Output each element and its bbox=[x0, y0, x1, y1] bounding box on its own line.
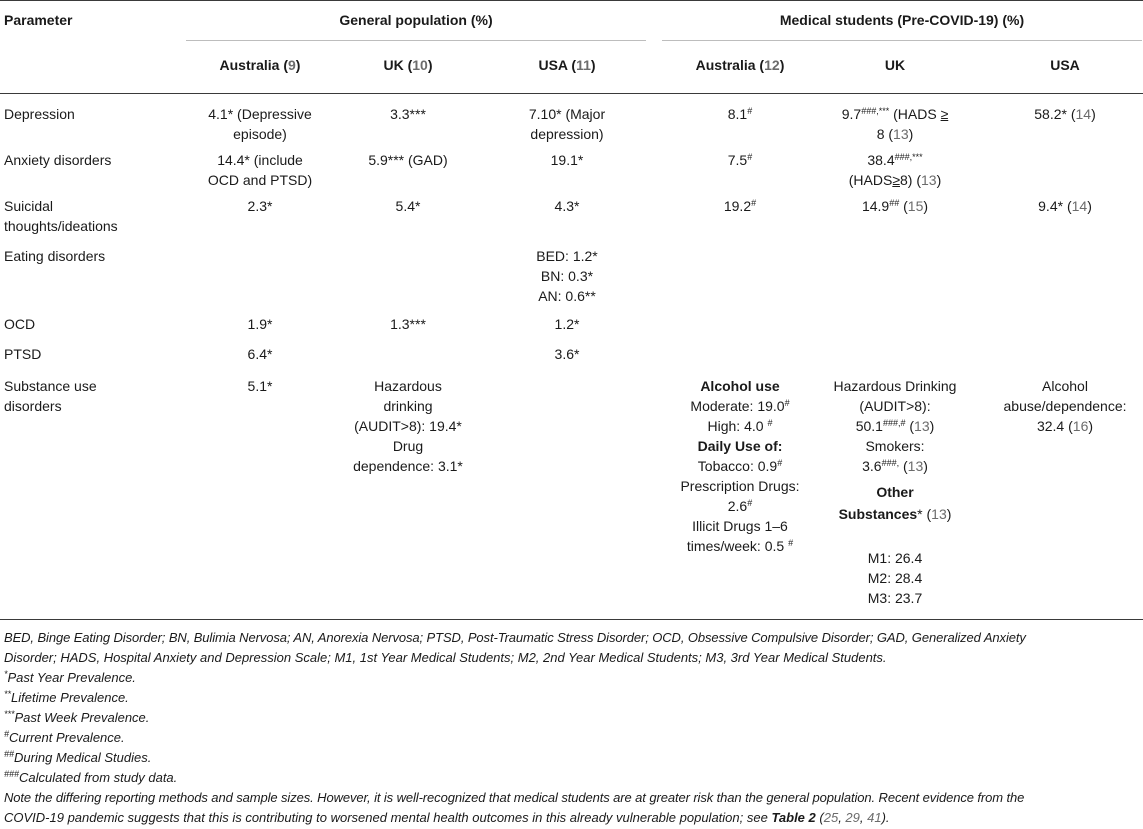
cell-anxiety-gp-aus-1: 14.4* (include bbox=[217, 152, 303, 168]
cell-anxiety-gp-uk: 5.9*** (GAD) bbox=[368, 152, 448, 168]
header-ms-uk: UK bbox=[884, 57, 906, 73]
cell-substance-ms-uk-4: Smokers: bbox=[865, 438, 925, 454]
group-rule-medical bbox=[662, 40, 1142, 41]
ref-link[interactable]: 15 bbox=[907, 198, 924, 214]
cell-substance-ms-usa-3: 32.4 (16) bbox=[1036, 418, 1094, 434]
ref-link[interactable]: 9 bbox=[288, 57, 296, 73]
ref-link[interactable]: 14 bbox=[1071, 198, 1088, 214]
ref-link[interactable]: 29 bbox=[845, 810, 860, 825]
cell-anxiety-gp-aus-2: OCD and PTSD) bbox=[207, 172, 313, 188]
cell-depression-gp-aus-2: episode) bbox=[233, 126, 287, 142]
ref-link[interactable]: 25 bbox=[823, 810, 839, 825]
ref-link[interactable]: 13 bbox=[893, 126, 909, 142]
header-parameter: Parameter bbox=[4, 12, 73, 28]
cell-eating-gp-usa-1: BED: 1.2* bbox=[536, 248, 598, 264]
cell-depression-ms-usa: 58.2* (14) bbox=[1034, 106, 1096, 122]
header-gp-usa: USA (11) bbox=[538, 57, 596, 73]
cell-anxiety-ms-uk-2: (HADS≥8) (13) bbox=[848, 172, 942, 188]
header-medical-students: Medical students (Pre-COVID-19) (%) bbox=[779, 12, 1025, 28]
row-label-substance-1: Substance use bbox=[4, 378, 97, 394]
header-general-population: General population (%) bbox=[339, 12, 493, 28]
cell-ptsd-gp-aus: 6.4* bbox=[247, 346, 273, 362]
ref-link[interactable]: 13 bbox=[907, 458, 924, 474]
footnote-past-week: ***Past Week Prevalence. bbox=[4, 709, 150, 725]
ref-link[interactable]: 12 bbox=[764, 57, 780, 73]
ref-link[interactable]: 10 bbox=[412, 57, 428, 73]
ref-link[interactable]: 14 bbox=[1075, 106, 1092, 122]
cell-suicidal-ms-uk: 14.9## (15) bbox=[861, 198, 929, 214]
cell-anxiety-gp-usa: 19.1* bbox=[550, 152, 584, 168]
row-label-eating: Eating disorders bbox=[4, 248, 106, 264]
cell-substance-ms-aus-3: High: 4.0 # bbox=[707, 418, 773, 434]
header-ms-australia: Australia (12) bbox=[695, 57, 785, 73]
cell-substance-ms-uk-8: M1: 26.4 bbox=[867, 550, 923, 566]
cell-suicidal-gp-aus: 2.3* bbox=[247, 198, 273, 214]
footnote-abbrev-1: BED, Binge Eating Disorder; BN, Bulimia Nervosa; AN, Anorexia Nervosa; PTSD, Post-Traumatic Stress Disorder; OCD, Obsessive Compulsive Disorder; GAD, Generalized Anxiety bbox=[4, 630, 1026, 645]
cell-eating-gp-usa-3: AN: 0.6** bbox=[538, 288, 596, 304]
footnote-past-year: *Past Year Prevalence. bbox=[4, 669, 136, 685]
ref-link[interactable]: 13 bbox=[921, 172, 937, 188]
cell-substance-ms-uk-9: M2: 28.4 bbox=[867, 570, 923, 586]
cell-anxiety-ms-uk-1: 38.4###,*** bbox=[867, 152, 923, 168]
cell-substance-ms-uk-2: (AUDIT>8): bbox=[859, 398, 931, 414]
row-label-suicidal-1: Suicidal bbox=[4, 198, 54, 214]
cell-substance-gp-uk-4: Drug bbox=[392, 438, 424, 454]
cell-ocd-gp-aus: 1.9* bbox=[247, 316, 273, 332]
cell-substance-gp-aus: 5.1* bbox=[247, 378, 273, 394]
ref-link[interactable]: 13 bbox=[931, 506, 947, 522]
row-label-suicidal-2: thoughts/ideations bbox=[4, 218, 118, 234]
cell-substance-ms-aus-8: Illicit Drugs 1–6 bbox=[692, 518, 788, 534]
cell-substance-ms-aus-4: Daily Use of: bbox=[697, 438, 783, 454]
footnote-lifetime: **Lifetime Prevalence. bbox=[4, 689, 129, 705]
cell-suicidal-ms-usa: 9.4* (14) bbox=[1038, 198, 1092, 214]
cell-substance-ms-uk-10: M3: 23.7 bbox=[867, 590, 923, 606]
footnote-during: ##During Medical Studies. bbox=[4, 749, 152, 765]
cell-ocd-gp-usa: 1.2* bbox=[554, 316, 580, 332]
cell-substance-ms-aus-6: Prescription Drugs: bbox=[680, 478, 800, 494]
header-gp-australia: Australia (9) bbox=[219, 57, 301, 73]
cell-suicidal-ms-aus: 19.2# bbox=[723, 198, 757, 214]
header-gp-uk: UK (10) bbox=[383, 57, 433, 73]
row-label-substance-2: disorders bbox=[4, 398, 62, 414]
cell-substance-gp-uk-3: (AUDIT>8): 19.4* bbox=[354, 418, 462, 434]
group-rule-general bbox=[186, 40, 646, 41]
cell-substance-ms-uk-5: 3.6###, (13) bbox=[862, 458, 928, 474]
cell-depression-gp-uk: 3.3*** bbox=[390, 106, 426, 122]
cell-depression-ms-aus: 8.1# bbox=[727, 106, 753, 122]
cell-depression-gp-usa-1: 7.10* (Major bbox=[528, 106, 606, 122]
table-2-link[interactable]: Table 2 bbox=[771, 810, 816, 825]
header-ms-usa: USA bbox=[1050, 57, 1080, 73]
top-rule bbox=[0, 0, 1143, 1]
cell-substance-ms-aus-9: times/week: 0.5 # bbox=[686, 538, 794, 554]
cell-depression-gp-usa-2: depression) bbox=[530, 126, 604, 142]
ref-link[interactable]: 16 bbox=[1072, 418, 1089, 434]
footnote-calculated: ###Calculated from study data. bbox=[4, 769, 178, 785]
row-label-anxiety: Anxiety disorders bbox=[4, 152, 112, 168]
cell-depression-ms-uk-2: 8 (13) bbox=[876, 126, 914, 142]
cell-depression-gp-aus-1: 4.1* (Depressive bbox=[208, 106, 312, 122]
cell-substance-gp-uk-1: Hazardous bbox=[374, 378, 442, 394]
cell-ocd-gp-uk: 1.3*** bbox=[390, 316, 426, 332]
cell-substance-ms-uk-1: Hazardous Drinking bbox=[833, 378, 957, 394]
footnote-abbrev-2: Disorder; HADS, Hospital Anxiety and Depression Scale; M1, 1st Year Medical Students; M2, 2nd Year Medical Students; M3, 3rd Year Medical Students. bbox=[4, 650, 887, 665]
footnote-note-1: Note the differing reporting methods and sample sizes. However, it is well-recognized that medical students are at greater risk than the general population. Recent evidence from the bbox=[4, 790, 1025, 805]
bottom-rule bbox=[0, 619, 1143, 620]
cell-suicidal-gp-usa: 4.3* bbox=[554, 198, 580, 214]
row-label-ocd: OCD bbox=[4, 316, 36, 332]
cell-substance-ms-aus-2: Moderate: 19.0# bbox=[690, 398, 790, 414]
ref-link[interactable]: 41 bbox=[867, 810, 882, 825]
cell-eating-gp-usa-2: BN: 0.3* bbox=[540, 268, 594, 284]
cell-substance-ms-aus-7: 2.6# bbox=[727, 498, 753, 514]
ref-link[interactable]: 13 bbox=[914, 418, 930, 434]
cell-substance-gp-uk-2: drinking bbox=[383, 398, 433, 414]
header-rule bbox=[0, 93, 1143, 94]
cell-anxiety-ms-aus: 7.5# bbox=[727, 152, 753, 168]
cell-substance-ms-uk-7: Substances* (13) bbox=[838, 506, 952, 522]
ref-link[interactable]: 11 bbox=[576, 57, 591, 73]
cell-substance-gp-uk-5: dependence: 3.1* bbox=[353, 458, 463, 474]
row-label-depression: Depression bbox=[4, 106, 75, 122]
footnote-note-2: COVID-19 pandemic suggests that this is contributing to worsened mental health outcomes in this already vulnerable population; see Table 2 (25, 29, 41). bbox=[4, 810, 890, 825]
footnote-current: #Current Prevalence. bbox=[4, 729, 125, 745]
cell-substance-ms-uk-3: 50.1###,# (13) bbox=[855, 418, 935, 434]
cell-substance-ms-uk-6: Other bbox=[876, 484, 914, 500]
cell-substance-ms-usa-2: abuse/dependence: bbox=[1003, 398, 1127, 414]
cell-substance-ms-aus-1: Alcohol use bbox=[700, 378, 780, 394]
cell-substance-ms-aus-5: Tobacco: 0.9# bbox=[697, 458, 783, 474]
row-label-ptsd: PTSD bbox=[4, 346, 42, 362]
cell-suicidal-gp-uk: 5.4* bbox=[395, 198, 421, 214]
cell-depression-ms-uk-1: 9.7###,*** (HADS ≥ bbox=[841, 106, 949, 122]
cell-substance-ms-usa-1: Alcohol bbox=[1042, 378, 1088, 394]
cell-ptsd-gp-usa: 3.6* bbox=[554, 346, 580, 362]
